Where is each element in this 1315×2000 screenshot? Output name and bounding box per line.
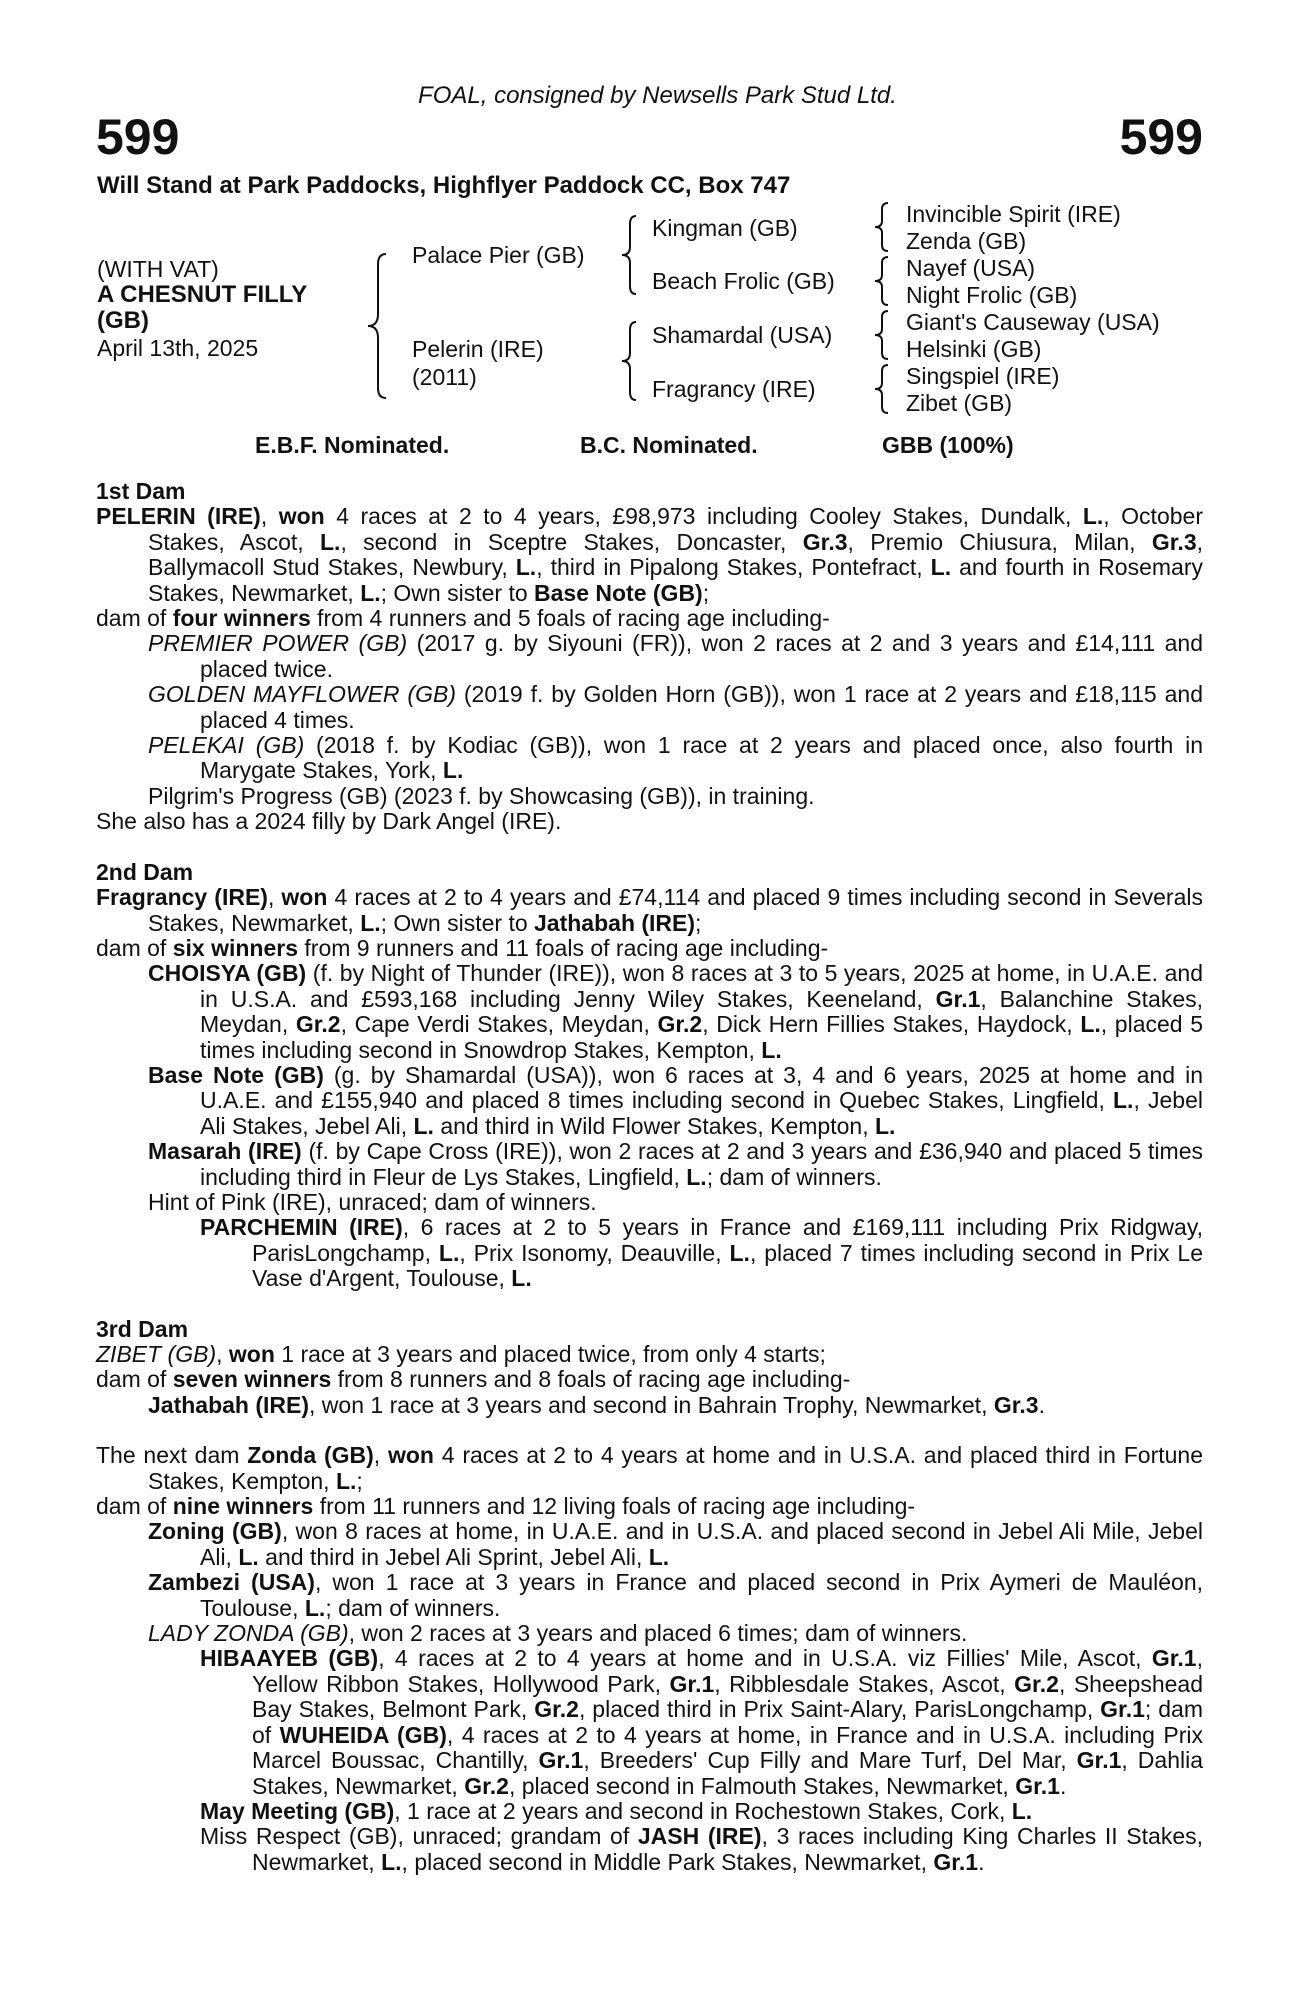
great-grandsire-1: Invincible Spirit (IRE): [906, 201, 1121, 227]
produce-golden-mayflower: GOLDEN MAYFLOWER (GB) (2019 f. by Golden Horn (GB)), won 1 race at 2 years and £18,115 and placed 4 times.: [148, 681, 1203, 733]
grandsire-3: Shamardal (USA): [652, 322, 833, 348]
produce-hint-of-pink: Hint of Pink (IRE), unraced; dam of winners.: [148, 1188, 597, 1215]
subject-vat: (WITH VAT): [97, 256, 219, 282]
produce-miss-respect: Miss Respect (GB), unraced; grandam of JASH (IRE), 3 races including King Charles II Stakes, Newmarket, L., placed second in Middle Park Stakes, Newmarket, Gr.1.: [200, 1823, 1204, 1875]
great-grandsire-6: Helsinki (GB): [906, 336, 1042, 362]
pedigree-dam-year: (2011): [412, 364, 477, 390]
second-dam-heading: 2nd Dam: [96, 858, 194, 885]
first-dam-also: She also has a 2024 filly by Dark Angel (IRE).: [96, 808, 562, 835]
produce-parchemin: PARCHEMIN (IRE), 6 races at 2 to 5 years in France and £169,111 including Prix Ridgway, ParisLongchamp, L., Prix Isonomy, Deauville, L., placed 7 times including second in Prix Le Vase d'Argent, Toulouse, L.: [200, 1214, 1204, 1292]
produce-base-note: Base Note (GB) (g. by Shamardal (USA)), won 6 races at 3, 4 and 6 years, 2025 at home and in U.A.E. and £155,940 and placed 8 times including second in Quebec Stakes, Lingfield, L., Jebel Ali Stakes, Jebel Ali, L. and third in Wild Flower Stakes, Kempton, L.: [148, 1061, 1203, 1139]
produce-may-meeting: May Meeting (GB), 1 race at 2 years and second in Rochestown Stakes, Cork, L.: [200, 1797, 1033, 1824]
third-dam-record: ZIBET (GB), won 1 race at 3 years and placed twice, from only 4 starts;: [96, 1341, 826, 1367]
brace-gg1: [872, 201, 892, 253]
produce-masarah: Masarah (IRE) (f. by Cape Cross (IRE)), won 2 races at 2 and 3 years and £36,940 and placed 5 times including third in Fleur de Lys Stakes, Lingfield, L.; dam of winners.: [148, 1138, 1203, 1190]
great-grandsire-2: Zenda (GB): [906, 228, 1027, 254]
next-dam-section: [96, 1443, 1203, 1875]
gbb-nomination: GBB (100%): [882, 432, 1014, 458]
grandsire-2: Beach Frolic (GB): [652, 268, 835, 294]
brace-gg4: [872, 363, 892, 415]
next-dam-record: The next dam Zonda (GB), won 4 races at 2 to 4 years at home and in U.S.A. and placed third in Fortune Stakes, Kempton, L.;: [96, 1442, 1203, 1494]
second-dam-produce-summary: dam of six winners from 9 runners and 11 foals of racing age including-: [96, 934, 829, 961]
produce-zoning: Zoning (GB), won 8 races at home, in U.A.E. and in U.S.A. and placed second in Jebel Ali Mile, Jebel Ali, L. and third in Jebel Ali Sprint, Jebel Ali, L.: [148, 1518, 1203, 1570]
brace-subject: [362, 252, 390, 400]
brace-gg3: [872, 309, 892, 361]
produce-pilgrims-progress: Pilgrim's Progress (GB) (2023 f. by Showcasing (GB)), in training.: [148, 782, 815, 809]
subject-title-country: (GB): [97, 307, 149, 334]
produce-premier-power: PREMIER POWER (GB) (2017 g. by Siyouni (FR)), won 2 races at 2 and 3 years and £14,111 and placed twice.: [148, 630, 1204, 682]
first-dam-record: PELERIN (IRE), won 4 races at 2 to 4 years, £98,973 including Cooley Stakes, Dundalk, L., October Stakes, Ascot, L., second in Sceptre Stakes, Doncaster, Gr.3, Premio Chiusura, Milan, Gr.3, Ballymacoll Stud Stakes, Newbury, L., third in Pipalong Stakes, Pontefract, L. and fourth in Rosemary Stakes, Newmarket, L.; Own sister to Base Note (GB);: [96, 503, 1204, 606]
catalogue-body: [96, 479, 1203, 1875]
first-dam-heading: 1st Dam: [96, 478, 186, 504]
great-grandsire-7: Singspiel (IRE): [906, 363, 1060, 389]
subject-foaled: April 13th, 2025: [97, 335, 259, 361]
lot-number-right: 599: [1119, 109, 1203, 165]
produce-hibaayeb: HIBAAYEB (GB), 4 races at 2 to 4 years at home and in U.S.A. viz Fillies' Mile, Ascot, Gr.1, Yellow Ribbon Stakes, Hollywood Park, Gr.1, Ribblesdale Stakes, Ascot, Gr.2, Sheepshead Bay Stakes, Belmont Park, Gr.2, placed third in Prix Saint-Alary, ParisLongchamp, Gr.1; dam of WUHEIDA (GB), 4 races at 2 to 4 years at home, in France and in U.S.A. including Prix Marcel Boussac, Chantilly, Gr.1, Breeders' Cup Filly and Mare Turf, Del Mar, Gr.1, Dahlia Stakes, Newmarket, Gr.2, placed second in Falmouth Stakes, Newmarket, Gr.1.: [200, 1645, 1204, 1799]
great-grandsire-5: Giant's Causeway (USA): [906, 309, 1160, 335]
second-dam-section: [96, 860, 1203, 1292]
second-dam-record: Fragrancy (IRE), won 4 races at 2 to 4 years and £74,114 and placed 9 times including second in Severals Stakes, Newmarket, L.; Own sister to Jathabah (IRE);: [96, 884, 1203, 936]
pedigree-dam: Pelerin (IRE): [412, 336, 544, 362]
consignor-line: FOAL, consigned by Newsells Park Stud Ltd.: [418, 82, 897, 109]
produce-pelekai: PELEKAI (GB) (2018 f. by Kodiac (GB)), won 1 race at 2 years and placed once, also fourth in Marygate Stakes, York, L.: [148, 732, 1204, 784]
pedigree-sire: Palace Pier (GB): [412, 242, 585, 268]
third-dam-section: [96, 1317, 1203, 1419]
bc-nomination: B.C. Nominated.: [580, 432, 758, 458]
brace-gg2: [872, 255, 892, 307]
grandsire-4: Fragrancy (IRE): [652, 376, 816, 402]
first-dam-produce-summary: dam of four winners from 4 runners and 5 foals of racing age including-: [96, 605, 830, 632]
first-dam-section: [96, 479, 1203, 835]
produce-jathabah: Jathabah (IRE), won 1 race at 3 years and second in Bahrain Trophy, Newmarket, Gr.3.: [148, 1391, 1045, 1418]
produce-lady-zonda: LADY ZONDA (GB), won 2 races at 3 years and placed 6 times; dam of winners.: [148, 1620, 968, 1647]
great-grandsire-8: Zibet (GB): [906, 390, 1013, 416]
ebf-nomination: E.B.F. Nominated.: [255, 432, 450, 458]
third-dam-heading: 3rd Dam: [96, 1315, 189, 1342]
brace-sire: [618, 214, 640, 296]
brace-dam: [618, 320, 640, 402]
great-grandsire-4: Night Frolic (GB): [906, 282, 1078, 308]
lot-number-left: 599: [96, 109, 180, 165]
produce-zambezi: Zambezi (USA), won 1 race at 3 years in France and placed second in Prix Aymeri de Mauléon, Toulouse, L.; dam of winners.: [148, 1569, 1204, 1621]
next-dam-produce-summary: dam of nine winners from 11 runners and 12 living foals of racing age including-: [96, 1493, 916, 1520]
grandsire-1: Kingman (GB): [652, 215, 798, 241]
produce-choisya: CHOISYA (GB) (f. by Night of Thunder (IRE)), won 8 races at 3 to 5 years, 2025 at home, in U.A.E. and in U.S.A. and £593,168 including Jenny Wiley Stakes, Keeneland, Gr.1, Balanchine Stakes, Meydan, Gr.2, Cape Verdi Stakes, Meydan, Gr.2, Dick Hern Fillies Stakes, Haydock, L., placed 5 times including second in Snowdrop Stakes, Kempton, L.: [148, 960, 1203, 1063]
third-dam-produce-summary: dam of seven winners from 8 runners and 8 foals of racing age including-: [96, 1366, 851, 1393]
great-grandsire-3: Nayef (USA): [906, 255, 1036, 281]
subject-title: A CHESNUT FILLY: [97, 281, 308, 308]
stand-location: Will Stand at Park Paddocks, Highflyer Paddock CC, Box 747: [97, 172, 791, 199]
